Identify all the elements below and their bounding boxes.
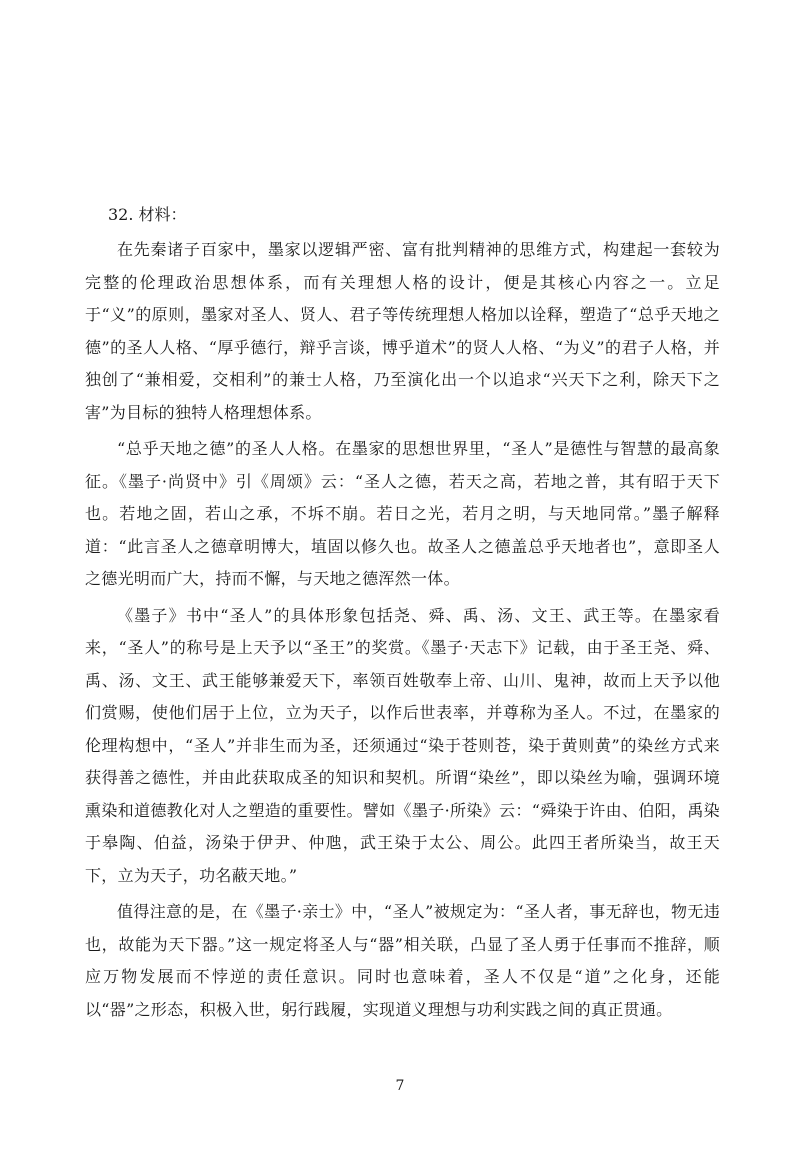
paragraph-intro: 在先秦诸子百家中，墨家以逻辑严密、富有批判精神的思维方式，构建起一套较为完整的伦理政治思想体系，而有关理想人格的设计，便是其核心内容之一。立足于“义”的原则，墨家对圣人、贤人、君子等传统理想人格加以诠释，塑造了“总乎天地之德”的圣人人格、“厚乎德行，辩乎言谈，博乎道术”的贤人人格、“为义”的君子人格，并独创了“兼相爱，交相利”的兼士人格，乃至演化出一个以追求“兴天下之利，除天下之害”为目标的独特人格理想体系。 [85, 240, 720, 422]
paragraph-sage-image: 《墨子》书中“圣人”的具体形象包括尧、舜、禹、汤、文王、武王等。在墨家看来，“圣人”的称号是上天予以“圣王”的奖赏。《墨子·天志下》记载，由于圣王尧、舜、禹、汤、文王、武王能够兼爱天下，率领百姓敬奉上帝、山川、鬼神，故而上天予以他们赏赐，使他们居于上位，立为天子，以作后世表率，并尊称为圣人。不过，在墨家的伦理构想中，“圣人”并非生而为圣，还须通过“染于苍则苍，染于黄则黄”的染丝方式来获得善之德性，并由此获取成圣的知识和契机。所谓“染丝”，即以染丝为喻，强调环境熏染和道德教化对人之塑造的重要性。譬如《墨子·所染》云：“舜染于许由、伯阳，禹染于皋陶、伯益，汤染于伊尹、仲虺，武王染于太公、周公。此四王者所染当，故王天下，立为天子，功名蔽天地。” [85, 605, 720, 885]
page-number: 7 [395, 1078, 405, 1094]
question-label: 32. 材料： [108, 205, 187, 224]
document-body [85, 200, 720, 1030]
paragraph-sage-virtue: “总乎天地之德”的圣人人格。在墨家的思想世界里，“圣人”是德性与智慧的最高象征。《墨子·尚贤中》引《周颂》云：“圣人之德，若天之高，若地之普，其有昭于天下也。若地之固，若山之承，不坼不崩。若日之光，若月之明，与天地同常。”墨子解释道：“此言圣人之德章明博大，埴固以修久也。故圣人之德盖总乎天地者也”，意即圣人之德光明而广大，持而不懈，与天地之德浑然一体。 [85, 439, 720, 588]
paragraph-sage-vessel: 值得注意的是，在《墨子·亲士》中，“圣人”被规定为：“圣人者，事无辞也，物无违也，故能为天下器。”这一规定将圣人与“器”相关联，凸显了圣人勇于任事而不推辞，顺应万物发展而不悖逆的责任意识。同时也意味着，圣人不仅是“道”之化身，还能以“器”之形态，积极入世，躬行践履，实现道义理想与功利实践之间的真正贯通。 [85, 902, 720, 1019]
